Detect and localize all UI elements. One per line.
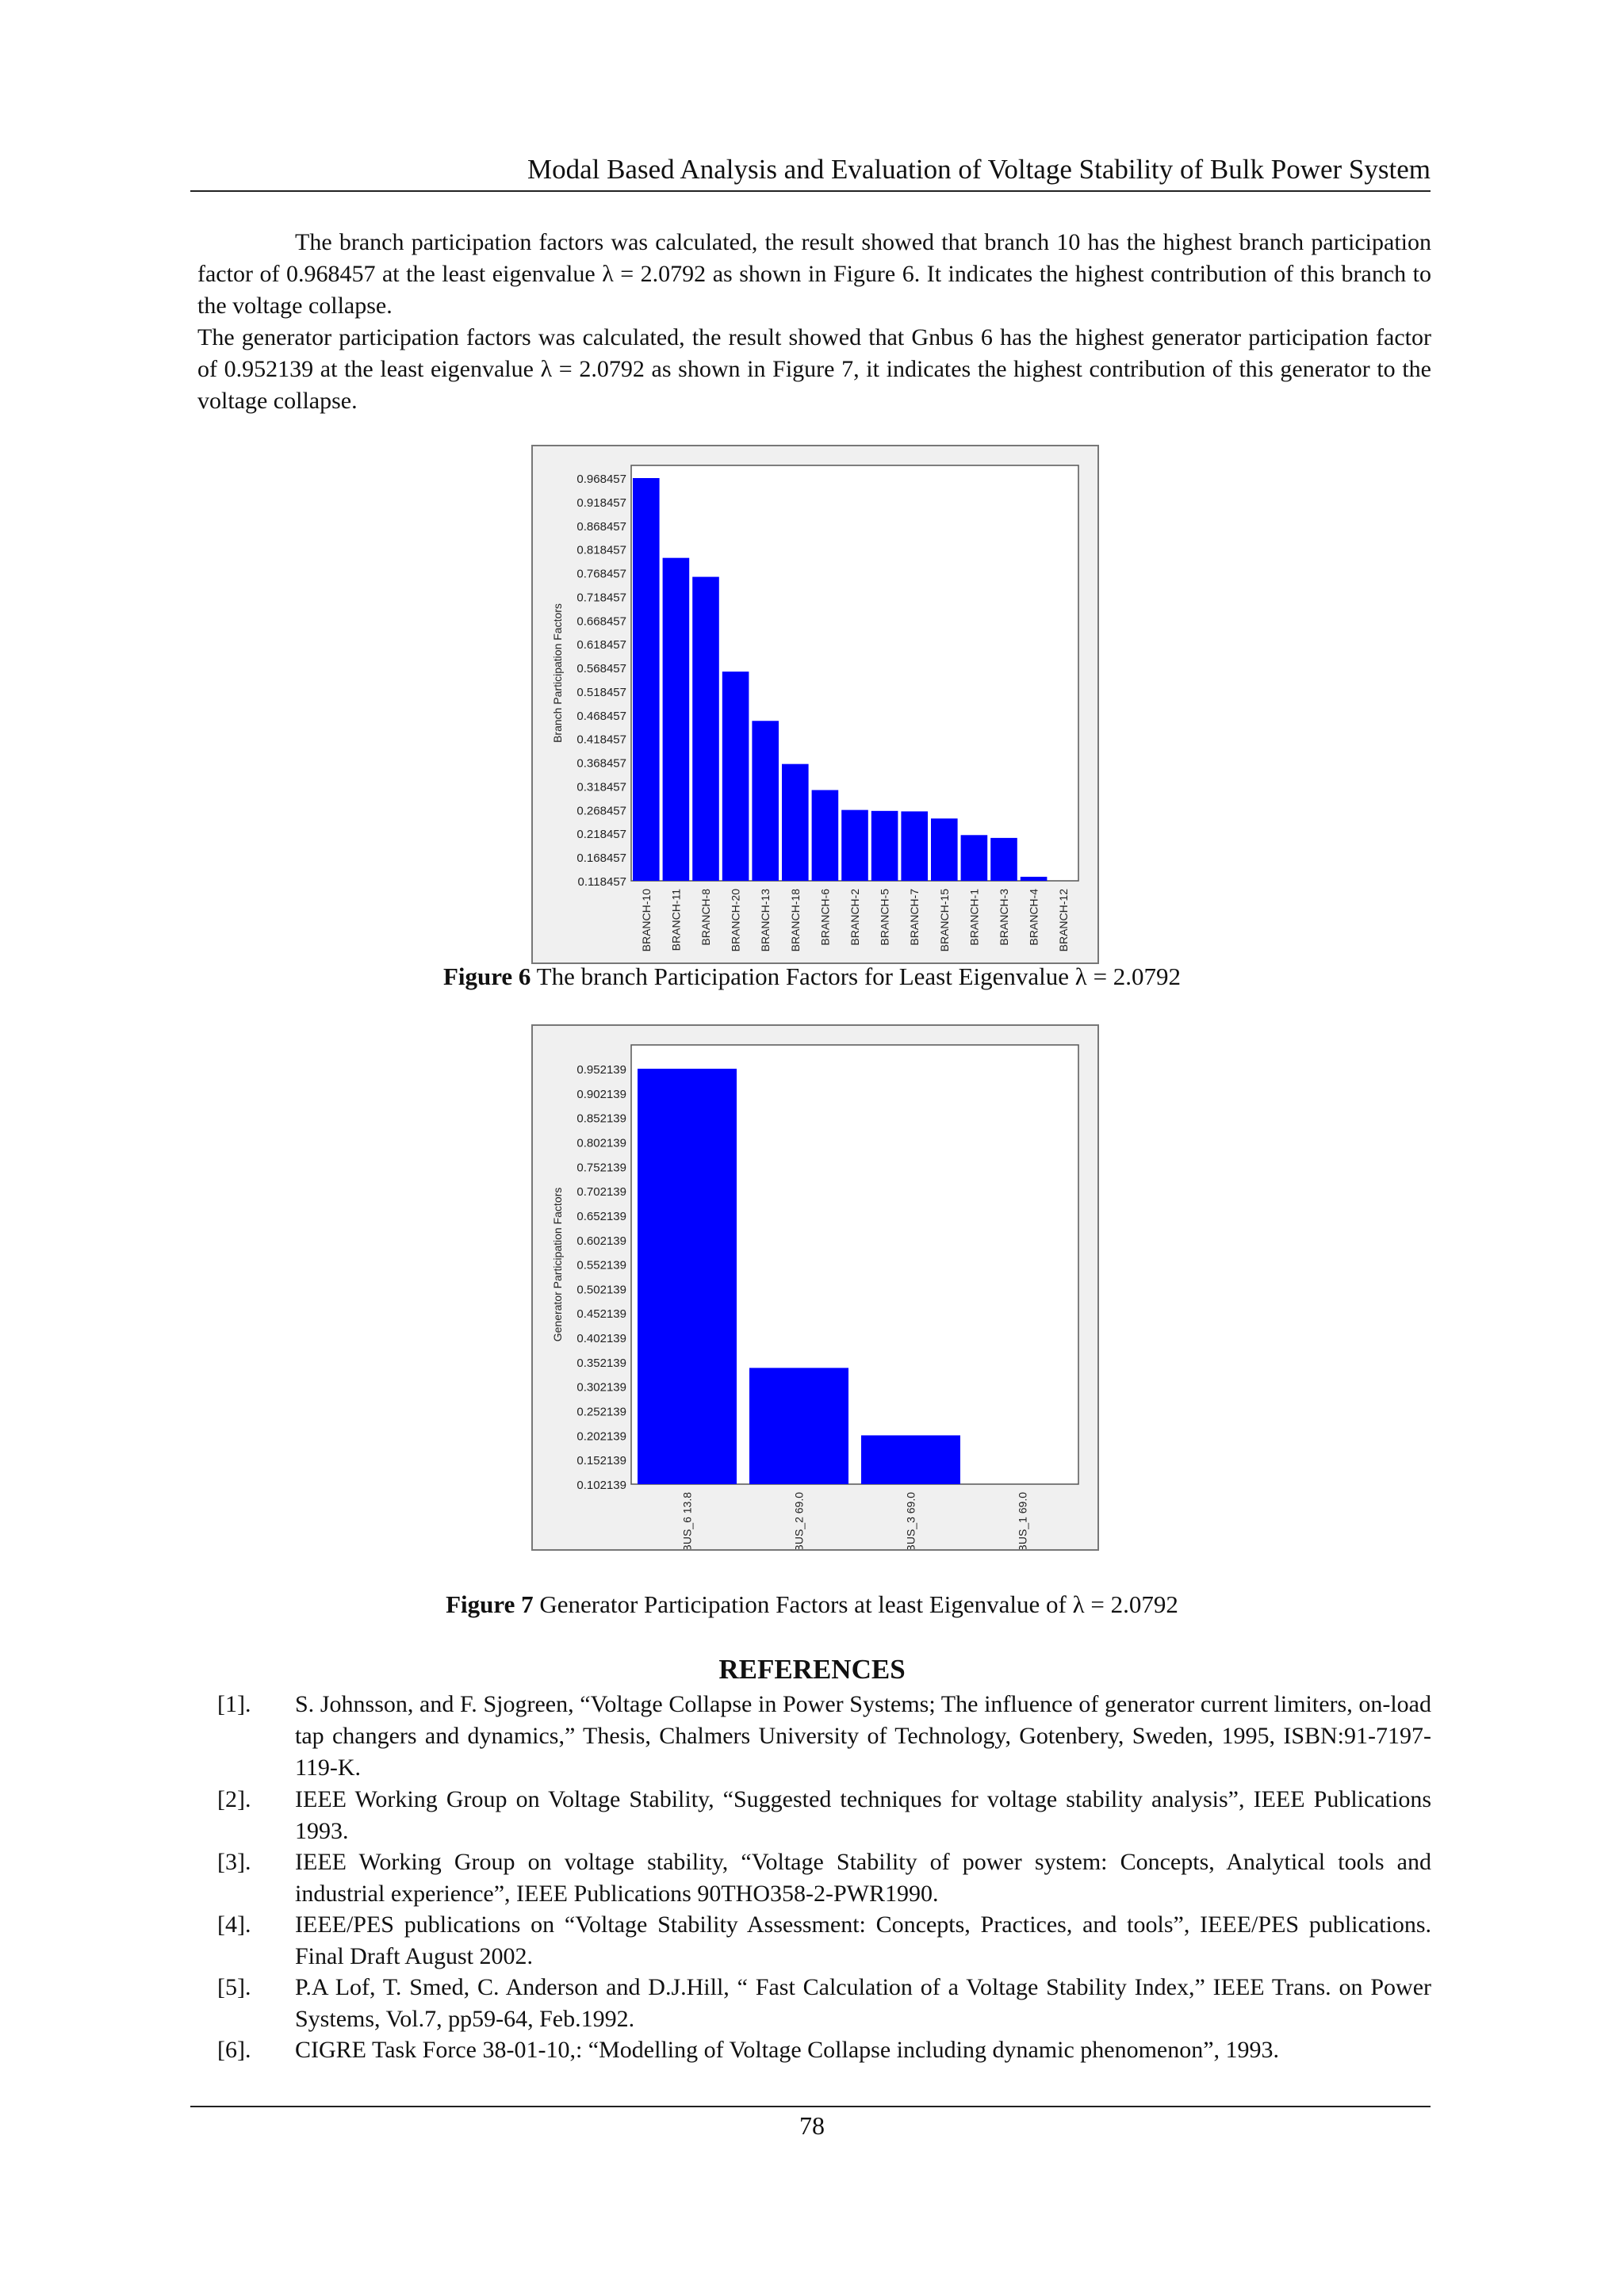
bar xyxy=(871,811,898,881)
y-tick-label: 0.852139 xyxy=(576,1112,626,1126)
reference-number: [1]. xyxy=(217,1691,251,1717)
bar xyxy=(752,721,779,881)
reference-text: IEEE/PES publications on “Voltage Stability Assessment: Concepts, Practices, and tools”, IEEE/PES publications. Final Draft August 2002. xyxy=(295,1911,1431,1969)
references-heading: REFERENCES xyxy=(718,1654,906,1685)
journal-title: Modal Based Analysis and Evaluation of Voltage Stability of Bulk Power System xyxy=(527,154,1431,185)
x-tick-label: BRANCH-4 xyxy=(1027,889,1040,946)
y-tick-label: 0.718457 xyxy=(576,591,626,605)
footer-rule xyxy=(190,2106,1431,2107)
bar xyxy=(749,1368,848,1484)
paragraph-generator-factors: The generator participation factors was calculated, the result showed that Gnbus 6 has the highest generator participation factor of 0.952139 at the least eigenvalue λ = 2.0792 as shown in Figure 7, it indicates the highest contribution of this generator to the voltage collapse. xyxy=(197,324,1431,414)
reference-number: [3]. xyxy=(217,1849,251,1875)
y-tick-label: 0.252139 xyxy=(576,1405,626,1419)
x-tick-label: BRANCH-5 xyxy=(878,889,891,946)
reference-text: CIGRE Task Force 38-01-10,: “Modelling of Voltage Collapse including dynamic phenomenon”, 1993. xyxy=(295,2037,1280,2063)
running-header xyxy=(190,152,1431,192)
x-tick-label: BRANCH-7 xyxy=(908,889,921,946)
figure-7-frame xyxy=(531,1024,1099,1551)
reference-number: [2]. xyxy=(217,1786,251,1812)
y-axis-label: Branch Participation Factors xyxy=(551,603,564,743)
bar xyxy=(931,818,958,881)
reference-number: [4]. xyxy=(217,1911,251,1938)
reference-number: [6]. xyxy=(217,2037,251,2063)
figure-6-caption xyxy=(0,961,1624,993)
y-tick-label: 0.902139 xyxy=(576,1087,626,1101)
bar xyxy=(861,1435,960,1484)
figure-7-label: Figure 7 xyxy=(446,1590,534,1618)
y-tick-label: 0.152139 xyxy=(576,1454,626,1468)
bar xyxy=(692,577,719,881)
y-tick-label: 0.702139 xyxy=(576,1185,626,1200)
figure-6-label: Figure 6 xyxy=(442,962,531,990)
bar xyxy=(901,811,928,881)
y-tick-label: 0.102139 xyxy=(576,1479,626,1492)
y-tick-label: 0.268457 xyxy=(576,804,626,818)
y-tick-label: 0.318457 xyxy=(576,780,626,794)
x-tick-label: BRANCH-11 xyxy=(669,889,683,951)
bar xyxy=(990,838,1017,881)
y-tick-label: 0.402139 xyxy=(576,1332,626,1346)
y-tick-label: 0.502139 xyxy=(576,1283,626,1297)
y-tick-label: 0.218457 xyxy=(576,828,626,842)
x-tick-label: GNBUS_3 69.0 xyxy=(904,1492,917,1549)
bar xyxy=(1021,877,1048,881)
bar xyxy=(722,672,749,881)
y-tick-label: 0.618457 xyxy=(576,638,626,652)
y-tick-label: 0.368457 xyxy=(576,756,626,771)
bar xyxy=(663,558,690,881)
x-tick-label: BRANCH-2 xyxy=(848,889,861,946)
y-tick-label: 0.602139 xyxy=(576,1234,626,1248)
reference-text: P.A Lof, T. Smed, C. Anderson and D.J.Hill, “ Fast Calculation of a Voltage Stability Index,” IEEE Trans. on Power Systems, Vol.7, pp59-64, Feb.1992. xyxy=(295,1974,1431,2032)
x-tick-label: GNBUS_6 13.8 xyxy=(680,1492,694,1549)
x-tick-label: BRANCH-10 xyxy=(639,889,653,952)
y-tick-label: 0.818457 xyxy=(576,543,626,557)
x-tick-label: BRANCH-8 xyxy=(699,889,712,946)
y-tick-label: 0.952139 xyxy=(576,1063,626,1077)
figure-7-caption xyxy=(0,1589,1624,1621)
y-tick-label: 0.918457 xyxy=(576,496,626,510)
reference-text: S. Johnsson, and F. Sjogreen, “Voltage Collapse in Power Systems; The influence of generator current limiters, on-load tap changers and dynamics,” Thesis, Chalmers University of Technology, Gotenbery, Sweden, 1995, ISBN:91-7197-119-K. xyxy=(295,1691,1431,1781)
y-tick-label: 0.868457 xyxy=(576,519,626,534)
bar xyxy=(633,478,660,881)
page-number: 78 xyxy=(799,2111,825,2140)
y-tick-label: 0.752139 xyxy=(576,1161,626,1175)
y-tick-label: 0.202139 xyxy=(576,1429,626,1444)
y-tick-label: 0.468457 xyxy=(576,709,626,723)
x-tick-label: BRANCH-13 xyxy=(759,889,772,952)
reference-number: [5]. xyxy=(217,1974,251,2000)
y-tick-label: 0.168457 xyxy=(576,851,626,866)
y-tick-label: 0.518457 xyxy=(576,685,626,699)
y-tick-label: 0.418457 xyxy=(576,733,626,747)
x-tick-label: BRANCH-3 xyxy=(998,889,1010,946)
y-tick-label: 0.452139 xyxy=(576,1307,626,1322)
x-tick-label: GNBUS_2 69.0 xyxy=(792,1492,806,1549)
bar xyxy=(812,790,839,881)
bar xyxy=(841,810,868,881)
figure-7-caption-text: Generator Participation Factors at least Eigenvalue of λ = 2.0792 xyxy=(533,1590,1178,1618)
y-tick-label: 0.568457 xyxy=(576,662,626,676)
bar xyxy=(782,764,809,881)
y-tick-label: 0.352139 xyxy=(576,1356,626,1370)
x-tick-label: BRANCH-15 xyxy=(937,889,951,952)
x-tick-label: GNBUS_1 69.0 xyxy=(1016,1492,1029,1549)
x-tick-label: BRANCH-12 xyxy=(1057,889,1071,952)
reference-text: IEEE Working Group on voltage stability, “Voltage Stability of power system: Concepts, Analytical tools and industrial experience”, IEEE Publications 90THO358-2-PWR1990. xyxy=(295,1849,1431,1907)
bar xyxy=(961,835,988,881)
y-tick-label: 0.968457 xyxy=(576,473,626,486)
y-tick-label: 0.302139 xyxy=(576,1380,626,1395)
y-tick-label: 0.802139 xyxy=(576,1136,626,1150)
y-tick-label: 0.668457 xyxy=(576,614,626,629)
y-tick-label: 0.652139 xyxy=(576,1209,626,1223)
paragraph-branch-factors: The branch participation factors was calculated, the result showed that branch 10 has the highest branch participation factor of 0.968457 at the least eigenvalue λ = 2.0792 as shown in Figure 6. It indicates the highest contribution of this branch to the voltage collapse. xyxy=(197,229,1431,319)
y-axis-label: Generator Participation Factors xyxy=(551,1187,564,1342)
x-tick-label: BRANCH-20 xyxy=(729,889,742,952)
bar xyxy=(638,1069,737,1484)
reference-text: IEEE Working Group on Voltage Stability, “Suggested techniques for voltage stability analysis”, IEEE Publications 1993. xyxy=(295,1786,1431,1844)
figure-6-chart xyxy=(533,446,1097,962)
figure-7-chart xyxy=(533,1026,1097,1549)
y-tick-label: 0.552139 xyxy=(576,1258,626,1272)
x-tick-label: BRANCH-6 xyxy=(818,889,832,946)
figure-6-frame xyxy=(531,445,1099,964)
x-tick-label: BRANCH-1 xyxy=(967,889,981,946)
y-tick-label: 0.118457 xyxy=(577,875,626,889)
figure-6-caption-text: The branch Participation Factors for Least Eigenvalue λ = 2.0792 xyxy=(530,962,1182,990)
x-tick-label: BRANCH-18 xyxy=(788,889,802,952)
y-tick-label: 0.768457 xyxy=(576,567,626,581)
